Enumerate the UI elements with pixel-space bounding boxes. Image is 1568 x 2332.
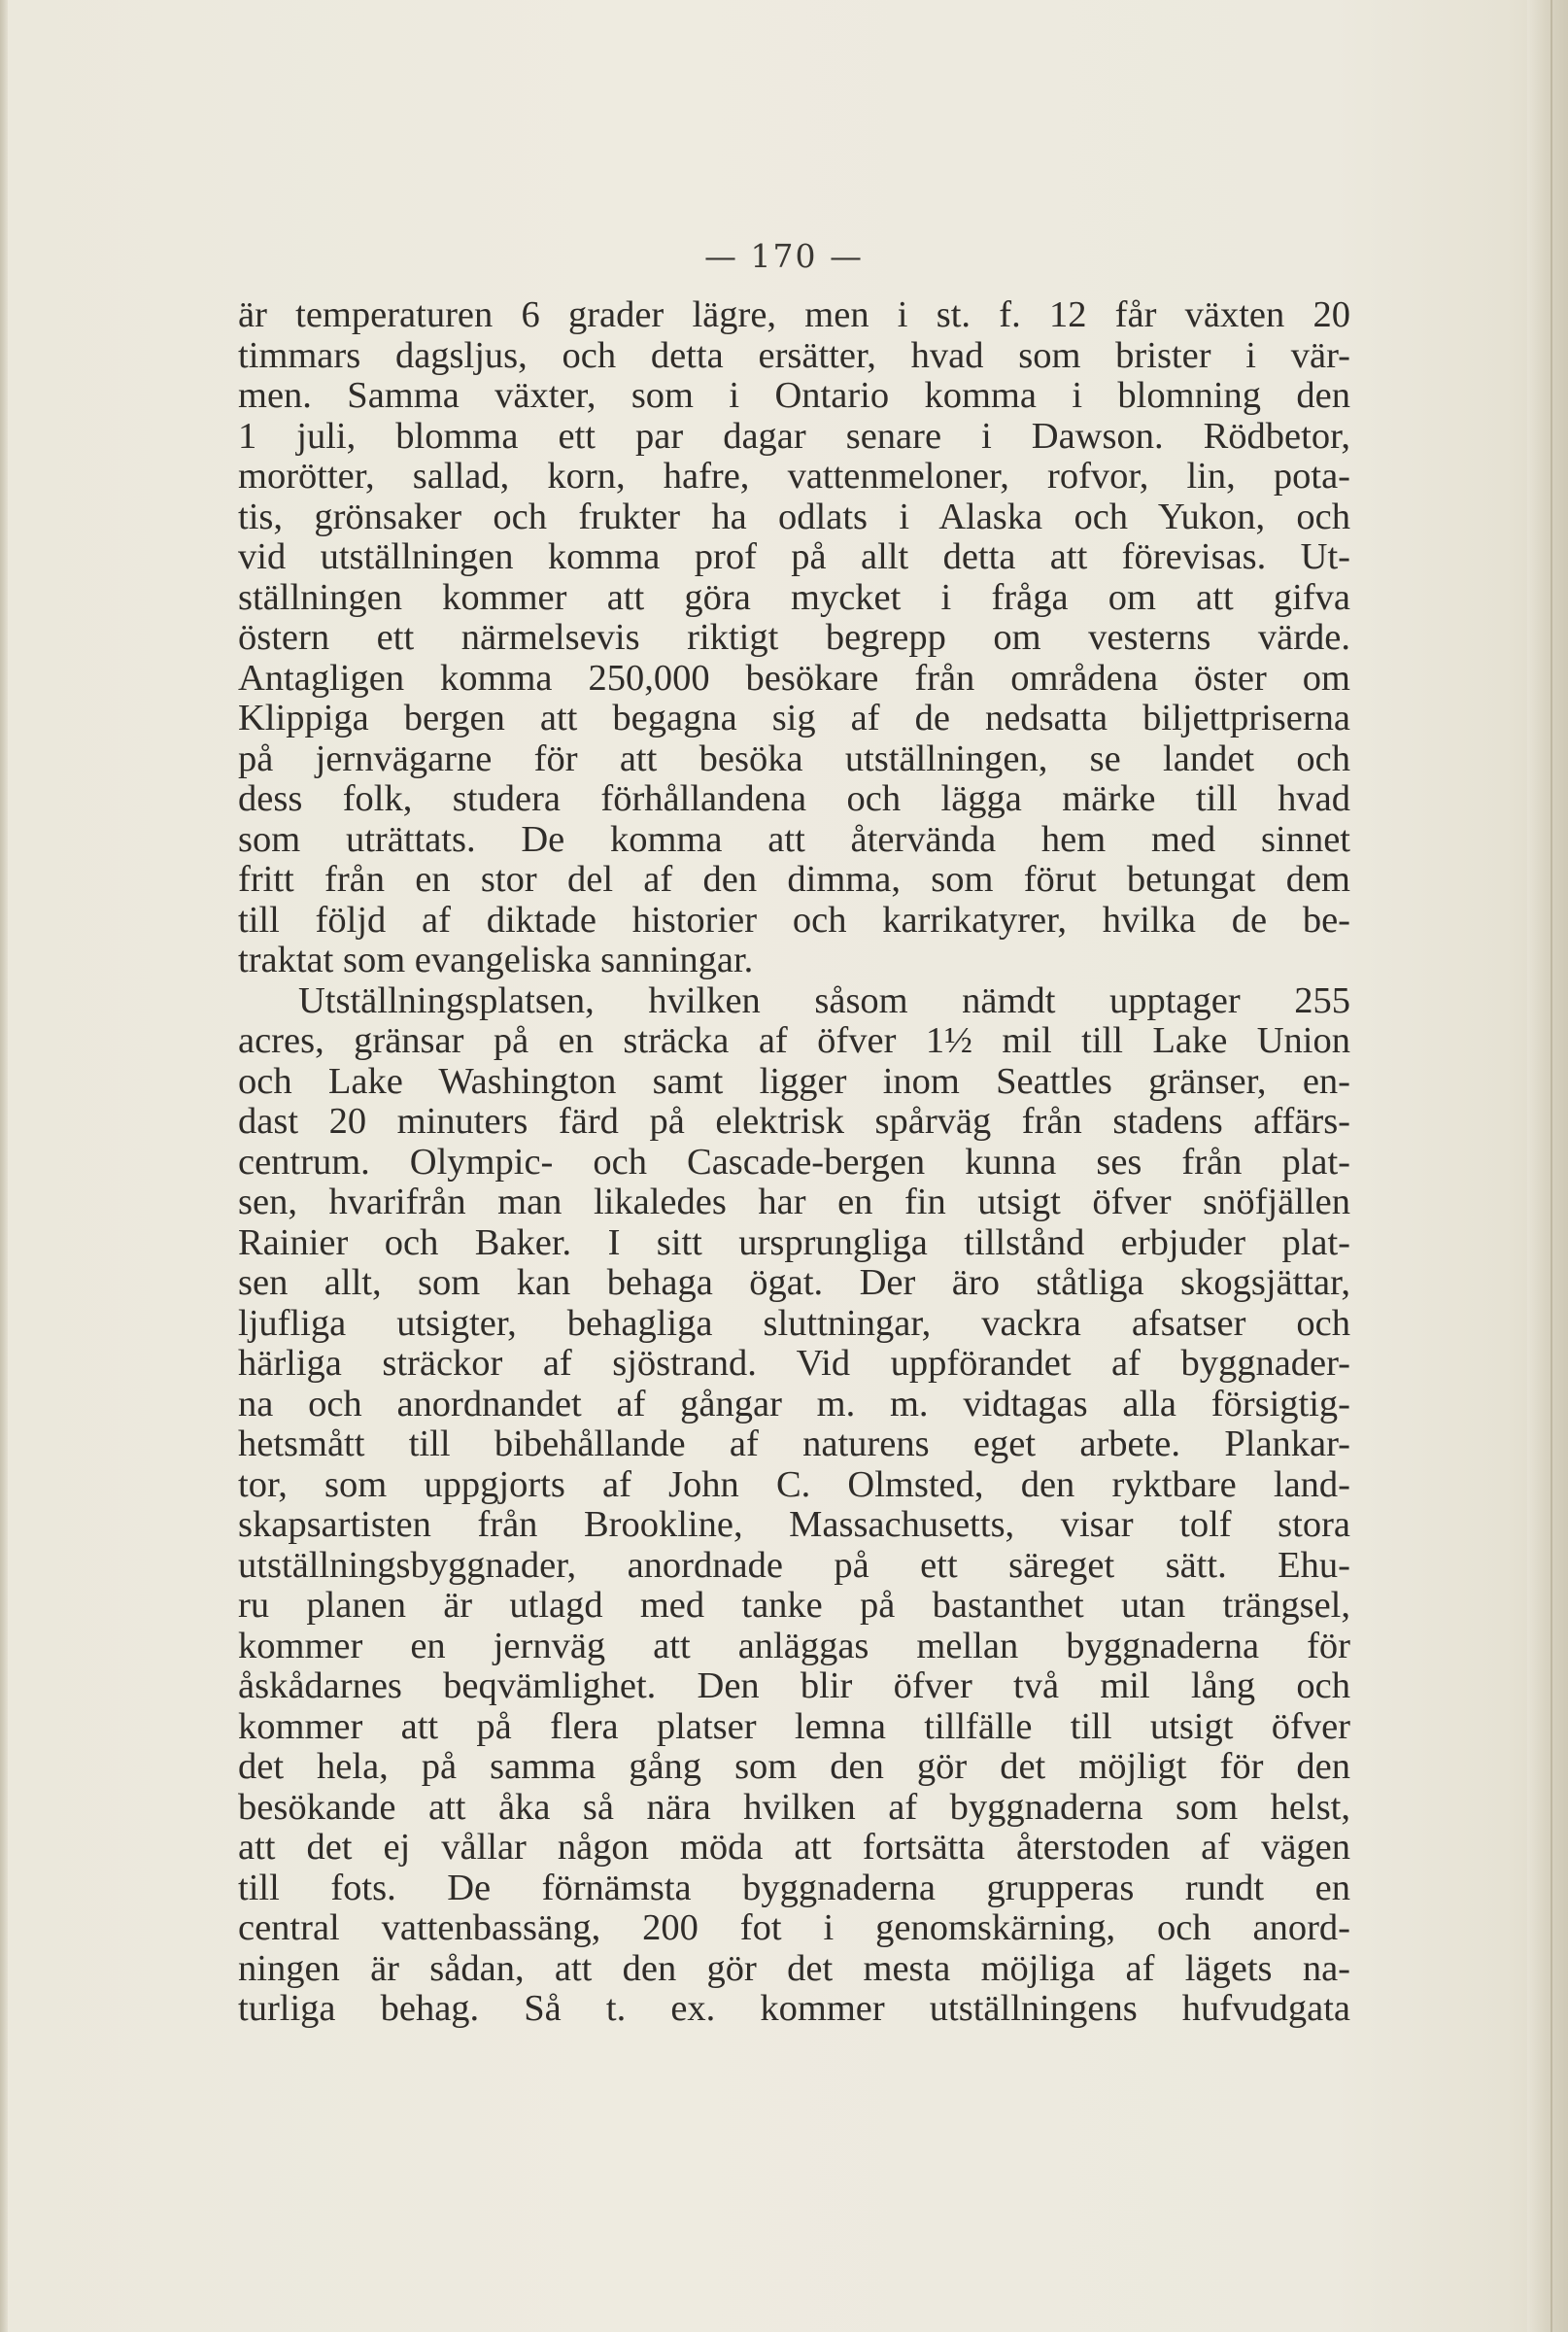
text-line: åskådarnes beqvämlighet. Den blir öfver två mil lång och xyxy=(238,1665,1350,1706)
text-line: till fots. De förnämsta byggnaderna grupperas rundt en xyxy=(238,1867,1350,1908)
text-line: Antagligen komma 250,000 besökare från områdena öster om xyxy=(238,657,1350,699)
page-number: — 170 — xyxy=(704,237,864,275)
paragraph-end-line: traktat som evangeliska sanningar. xyxy=(238,940,754,980)
body-text xyxy=(238,295,1350,2030)
text-line: Klippiga bergen att begagna sig af de nedsatta biljettpriserna xyxy=(238,698,1350,738)
text-line: central vattenbassäng, 200 fot i genomskärning, och anord- xyxy=(238,1907,1350,1948)
page-left-edge xyxy=(0,0,8,2332)
text-line: är temperaturen 6 grader lägre, men i st. f. 12 får växten 20 xyxy=(238,294,1350,335)
text-line: det hela, på samma gång som den gör det möjligt för den xyxy=(238,1746,1350,1787)
text-line: sen allt, som kan behaga ögat. Der äro ståtliga skogsjättar, xyxy=(238,1262,1350,1303)
binding-fold-line xyxy=(1551,0,1552,2332)
text-line: 1 juli, blomma ett par dagar senare i Dawson. Rödbetor, xyxy=(238,415,1350,457)
text-line: ru planen är utlagd med tanke på bastanthet utan trängsel, xyxy=(238,1585,1350,1626)
text-line: sen, hvarifrån man likaledes har en fin utsigt öfver snöfjällen xyxy=(238,1182,1350,1222)
text-line: morötter, sallad, korn, hafre, vattenmeloner, rofvor, lin, pota- xyxy=(238,456,1350,497)
text-line: dess folk, studera förhållandena och lägga märke till hvad xyxy=(238,778,1350,819)
text-line: härliga sträckor af sjöstrand. Vid uppförandet af byggnader- xyxy=(238,1343,1350,1384)
text-line: kommer en jernväg att anläggas mellan byggnaderna för xyxy=(238,1625,1350,1666)
paragraph-start-line: Utställningsplatsen, hvilken såsom nämdt upptager 255 xyxy=(298,979,1350,1021)
text-line: dast 20 minuters färd på elektrisk spårväg från stadens affärs- xyxy=(238,1101,1350,1142)
binding-gutter xyxy=(1527,0,1568,2332)
text-line: tor, som uppgjorts af John C. Olmsted, den ryktbare land- xyxy=(238,1463,1350,1505)
text-line: östern ett närmelsevis riktigt begrepp om vesterns värde. xyxy=(238,617,1350,658)
text-line: besökande att åka så nära hvilken af byggnaderna som helst, xyxy=(238,1786,1350,1828)
text-line: kommer att på flera platser lemna tillfälle till utsigt öfver xyxy=(238,1705,1350,1747)
text-line: fritt från en stor del af den dimma, som förut betungat dem xyxy=(238,859,1350,900)
text-line: Rainier och Baker. I sitt ursprungliga tillstånd erbjuder plat- xyxy=(238,1221,1350,1263)
text-line: timmars dagsljus, och detta ersätter, hvad som brister i vär- xyxy=(238,334,1350,376)
text-line: tis, grönsaker och frukter ha odlats i Alaska och Yukon, och xyxy=(238,496,1350,537)
text-line: acres, gränsar på en sträcka af öfver 1½ mil till Lake Union xyxy=(238,1020,1350,1061)
text-line: att det ej vållar någon möda att fortsätta återstoden af vägen xyxy=(238,1827,1350,1868)
text-line: vid utställningen komma prof på allt detta att förevisas. Ut- xyxy=(238,536,1350,577)
text-line: ljufliga utsigter, behagliga sluttningar, vackra afsatser och xyxy=(238,1302,1350,1344)
text-line: som uträttats. De komma att återvända hem med sinnet xyxy=(238,818,1350,860)
text-line: na och anordnandet af gångar m. m. vidtagas alla försigtig- xyxy=(238,1383,1350,1424)
text-line: ningen är sådan, att den gör det mesta möjliga af lägets na- xyxy=(238,1947,1350,1989)
text-line: centrum. Olympic- och Cascade-bergen kunna ses från plat- xyxy=(238,1141,1350,1183)
text-line: turliga behag. Så t. ex. kommer utställningens hufvudgata xyxy=(238,1988,1350,2029)
text-line: utställningsbyggnader, anordnade på ett säreget sätt. Ehu- xyxy=(238,1544,1350,1586)
text-line: och Lake Washington samt ligger inom Seattles gränser, en- xyxy=(238,1060,1350,1102)
text-line: på jernvägarne för att besöka utställningen, se landet och xyxy=(238,737,1350,779)
text-line: hetsmått till bibehållande af naturens eget arbete. Plankar- xyxy=(238,1423,1350,1464)
text-line: men. Samma växter, som i Ontario komma i blomning den xyxy=(238,375,1350,416)
text-line: till följd af diktade historier och karrikatyrer, hvilka de be- xyxy=(238,899,1350,941)
text-line: ställningen kommer att göra mycket i fråga om att gifva xyxy=(238,576,1350,618)
text-line: skapsartisten från Brookline, Massachusetts, visar tolf stora xyxy=(238,1504,1350,1545)
